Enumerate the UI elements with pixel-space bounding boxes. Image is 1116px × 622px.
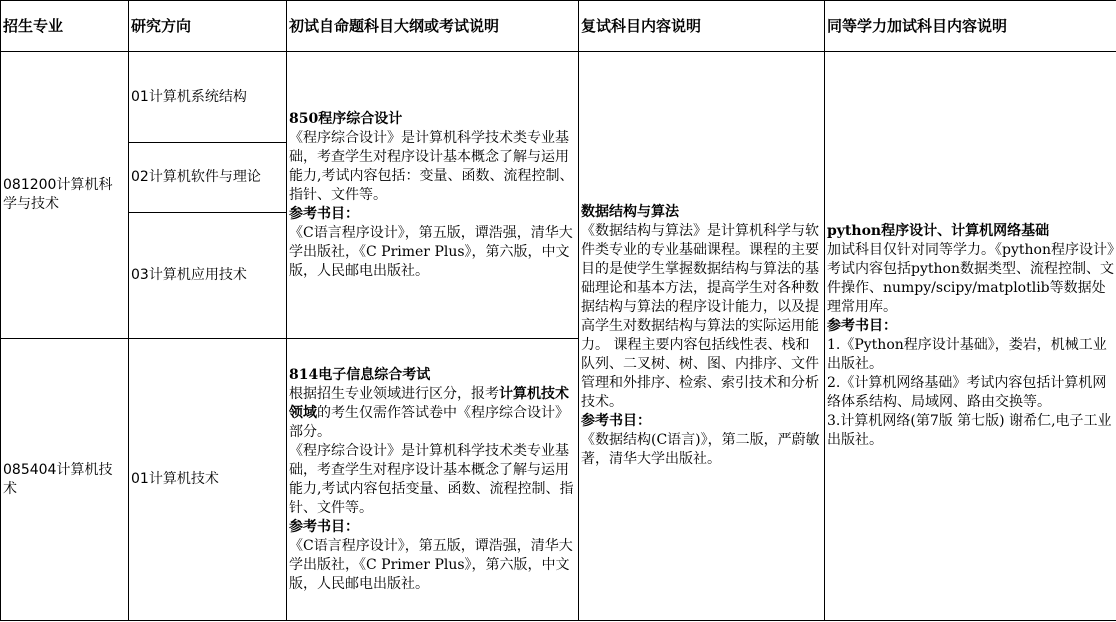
extra-title: python程序设计、计算机网络基础 (827, 223, 1050, 239)
extra-cell (825, 52, 1116, 621)
retest-refs: 《数据结构(C语言)》，第二版，严蔚敏著，清华大学出版社。 (581, 432, 820, 467)
exam-814-cell (287, 339, 579, 621)
header-major: 招生专业 (1, 1, 129, 52)
major-081200: 081200计算机科学与技术 (1, 52, 129, 339)
exam-850-desc: 《程序综合设计》是计算机科学技术类专业基础，考查学生对程序设计基本概念了解与运用能力,考试内容包括：变量、函数、流程控制、指针、文件等。 (289, 129, 574, 203)
extra-ref-title: 参考书目： (827, 318, 897, 334)
exam-814-desc-pre: 根据招生专业领域进行区分，报考 (289, 385, 499, 402)
retest-ref-title: 参考书目： (581, 413, 651, 429)
exam-850-title: 850程序综合设计 (289, 110, 403, 127)
major-085404: 085404计算机技术 (1, 339, 129, 621)
exam-814-desc (289, 385, 576, 442)
header-retest: 复试科目内容说明 (579, 1, 825, 52)
exam-814-desc-post: 的考生仅需作答试卷中《程序综合设计》部分。 (289, 404, 569, 440)
direction-085404-01: 01计算机技术 (129, 339, 287, 621)
exam-814-refs: 《C语言程序设计》，第五版，谭浩强，清华大学出版社，《C Primer Plus》，第六版，中文版，人民邮电出版社。 (289, 537, 573, 592)
exam-814-desc-bold: 计算机技术领域 (289, 385, 569, 421)
exam-850-ref-title: 参考书目： (289, 205, 359, 222)
retest-title: 数据结构与算法 (581, 204, 679, 220)
header-extra: 同等学力加试科目内容说明 (825, 1, 1116, 52)
header-exam1: 初试自命题科目大纲或考试说明 (287, 1, 579, 52)
exam-814-ref-title: 参考书目： (289, 518, 359, 535)
exam-850-refs: 《C语言程序设计》，第五版，谭浩强，清华大学出版社，《C Primer Plus》，第六版，中文版，人民邮电出版社。 (289, 224, 573, 279)
exam-814-title: 814电子信息综合考试 (289, 366, 431, 383)
extra-ref-2: 2.《计算机网络基础》考试内容包括计算机网络体系结构、局域网、路由交换等。 (827, 375, 1107, 410)
retest-desc: 《数据结构与算法》是计算机科学与软件类专业的专业基础课程。课程的主要目的是使学生掌握数据结构与算法的基础理论和基本方法，提高学生对各种数据结构与算法的程序设计能力，以及提高学生对数据结构与算法的实际运用能力。 课程主要内容包括线性表、栈和队列、二叉树、树、图、内排序、文件管理和外排序、检索、索引技术和分析技术。 (581, 223, 819, 410)
exam-814-desc2: 《程序综合设计》是计算机科学技术类专业基础，考查学生对程序设计基本概念了解与运用能力,考试内容包括变量、函数、流程控制、指针、文件等。 (289, 442, 574, 516)
table-row (1, 52, 1116, 143)
extra-ref-1: 1.《Python程序设计基础》，娄岩，机械工业出版社。 (827, 337, 1107, 372)
extra-ref-3: 3.计算机网络(第7版 第七版) 谢希仁,电子工业出版社。 (827, 413, 1112, 448)
direction-03: 03计算机应用技术 (129, 213, 287, 339)
retest-cell (579, 52, 825, 621)
direction-01: 01计算机系统结构 (129, 52, 287, 143)
header-direction: 研究方向 (129, 1, 287, 52)
extra-desc: 加试科目仅针对同等学力。《python程序设计》考试内容包括python数据类型、流程控制、文件操作、numpy/scipy/matplotlib等数据处理常用库。 (827, 242, 1114, 315)
header-row (1, 1, 1116, 52)
direction-02: 02计算机软件与理论 (129, 143, 287, 213)
exam-850-cell (287, 52, 579, 339)
